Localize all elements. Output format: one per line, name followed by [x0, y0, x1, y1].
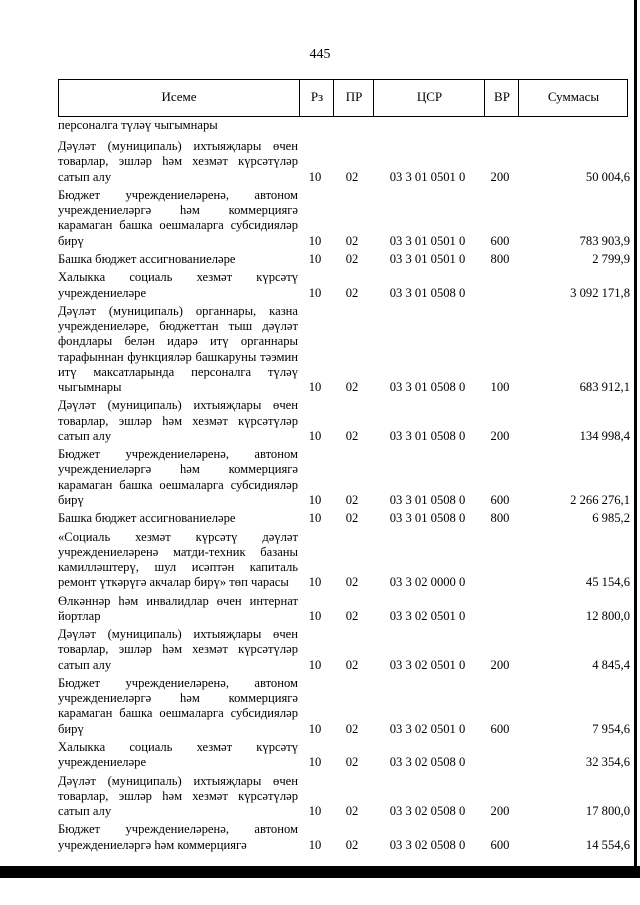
table-row — [58, 822, 630, 852]
cell-csr: 03 3 01 0508 0 — [389, 428, 466, 443]
cell-sum: 2 266 276,1 — [570, 492, 630, 507]
cell-pr: 02 — [345, 803, 359, 818]
header-csr: ЦСР — [373, 80, 485, 116]
cell-sum: 7 954,6 — [592, 721, 630, 736]
cell-vr: 200 — [490, 428, 510, 443]
header-sum: Суммасы — [518, 80, 628, 116]
table-row — [58, 627, 630, 673]
header-vr: ВР — [484, 80, 519, 116]
cell-csr: 03 3 02 0501 0 — [389, 657, 466, 672]
cell-name: Дәүләт (муниципаль) органнары, казна учреждениеләре, бюджеттан тыш дәүләт фондлары белән идарә итү органнары тарафыннан функцияләр башкаруны тәэмин итү максатларында персоналга түләү чыгымнары — [58, 303, 298, 394]
cell-name: Халыкка социаль хезмәт күрсәтү учреждениеләре — [58, 739, 298, 770]
table-row — [58, 304, 630, 395]
cell-name: Бюджет учреждениеләренә, автоном учреждениеләргә һәм коммерциягә — [58, 822, 298, 852]
cell-vr: 600 — [490, 837, 510, 852]
cell-sum: 783 903,9 — [579, 233, 630, 248]
cell-sum: 134 998,4 — [579, 428, 630, 443]
cell-name: Бюджет учреждениеләренә, автоном учреждениеләргә һәм коммерциягә карамаган башка оешмаларга субсидияләр бирү — [58, 447, 298, 507]
cell-vr: 200 — [490, 803, 510, 818]
table-row — [58, 118, 630, 133]
cell-rz: 10 — [308, 837, 322, 852]
cell-rz: 10 — [308, 608, 322, 623]
cell-vr: 800 — [490, 511, 510, 526]
cell-pr: 02 — [345, 837, 359, 852]
cell-rz: 10 — [308, 492, 322, 507]
cell-name: Дәүләт (муниципаль) ихтыяҗлары өчен товарлар, эшләр һәм хезмәт күрсәтүләр сатып алу — [58, 773, 298, 818]
cell-csr: 03 3 02 0000 0 — [389, 575, 466, 590]
table-row — [58, 530, 630, 591]
cell-pr: 02 — [345, 511, 359, 526]
cell-sum: 50 004,6 — [585, 169, 630, 184]
cell-name: Башка бюджет ассигнованиеләре — [58, 252, 236, 266]
cell-name: Бюджет учреждениеләренә, автоном учреждениеләргә һәм коммерциягә карамаган башка оешмаларга субсидияләр бирү — [58, 188, 298, 248]
cell-rz: 10 — [308, 755, 322, 770]
cell-pr: 02 — [345, 492, 359, 507]
table-row — [58, 594, 630, 624]
cell-rz: 10 — [308, 169, 322, 184]
cell-pr: 02 — [345, 575, 359, 590]
cell-rz: 10 — [308, 511, 322, 526]
cell-name: Дәүләт (муниципаль) ихтыяҗлары өчен товарлар, эшләр һәм хезмәт күрсәтүләр сатып алу — [58, 627, 298, 672]
cell-csr: 03 3 01 0508 0 — [389, 380, 466, 394]
cell-pr: 02 — [345, 380, 359, 394]
table-row — [58, 447, 630, 508]
header-rz: Рз — [299, 80, 334, 116]
cell-sum: 683 912,1 — [579, 380, 630, 394]
cell-pr: 02 — [345, 252, 359, 266]
cell-name: Өлкәннәр һәм инвалидлар өчен интернат йортлар — [58, 593, 298, 623]
cell-name: Башка бюджет ассигнованиеләре — [58, 511, 236, 526]
table-row — [58, 740, 630, 770]
cell-csr: 03 3 01 0501 0 — [389, 233, 466, 248]
cell-name: Дәүләт (муниципаль) ихтыяҗлары өчен товарлар, эшләр һәм хезмәт күрсәтүләр сатып алу — [58, 139, 298, 184]
header-name: Исеме — [161, 89, 197, 104]
scan-bottom-bar — [0, 866, 640, 878]
cell-name: персоналга түләү чыгымнары — [58, 118, 218, 132]
cell-sum: 17 800,0 — [585, 803, 630, 818]
cell-sum: 3 092 171,8 — [570, 285, 630, 300]
cell-rz: 10 — [308, 721, 322, 736]
cell-pr: 02 — [345, 657, 359, 672]
cell-vr: 200 — [490, 169, 510, 184]
table-row — [58, 398, 630, 444]
table-row — [58, 188, 630, 249]
cell-sum: 6 985,2 — [592, 511, 630, 526]
table-row — [58, 511, 630, 526]
table-row — [58, 270, 630, 300]
cell-name: Бюджет учреждениеләренә, автоном учреждениеләргә һәм коммерциягә карамаган башка оешмаларга субсидияләр бирү — [58, 675, 298, 736]
scan-edge — [634, 0, 637, 866]
cell-pr: 02 — [345, 755, 359, 770]
cell-pr: 02 — [345, 428, 359, 443]
cell-vr: 600 — [490, 233, 510, 248]
cell-sum: 4 845,4 — [592, 657, 630, 672]
cell-csr: 03 3 01 0508 0 — [389, 285, 466, 300]
cell-csr: 03 3 01 0508 0 — [389, 511, 466, 526]
cell-pr: 02 — [345, 169, 359, 184]
cell-csr: 03 3 02 0501 0 — [389, 608, 466, 623]
cell-vr: 600 — [490, 721, 510, 736]
cell-vr: 200 — [490, 657, 510, 672]
cell-csr: 03 3 02 0508 0 — [389, 755, 466, 770]
cell-csr: 03 3 02 0508 0 — [389, 837, 466, 852]
cell-name: «Социаль хезмәт күрсәтү дәүләт учреждениеләренә матди-техник базаны камилләштерү, шул исәптән капиталь ремонт үткәрүгә акчалар бирү» төп чарасы — [58, 529, 298, 590]
cell-sum: 14 554,6 — [585, 837, 630, 852]
cell-csr: 03 3 01 0501 0 — [389, 169, 466, 184]
table-row — [58, 676, 630, 737]
table-row — [58, 139, 630, 185]
cell-csr: 03 3 01 0508 0 — [389, 492, 466, 507]
cell-vr: 800 — [490, 252, 510, 266]
cell-csr: 03 3 02 0501 0 — [389, 721, 466, 736]
cell-pr: 02 — [345, 721, 359, 736]
cell-rz: 10 — [308, 803, 322, 818]
cell-rz: 10 — [308, 428, 322, 443]
cell-name: Халыкка социаль хезмәт күрсәтү учреждениеләре — [58, 270, 298, 300]
cell-sum: 12 800,0 — [585, 608, 630, 623]
cell-rz: 10 — [308, 657, 322, 672]
cell-sum: 32 354,6 — [585, 755, 630, 770]
cell-csr: 03 3 02 0508 0 — [389, 803, 466, 818]
table-row — [58, 252, 630, 267]
cell-pr: 02 — [345, 285, 359, 300]
cell-rz: 10 — [308, 252, 322, 266]
page-number: 445 — [309, 47, 331, 62]
cell-vr: 100 — [490, 380, 510, 394]
cell-sum: 2 799,9 — [592, 252, 630, 266]
header-pr: ПР — [333, 80, 374, 116]
table-row — [58, 774, 630, 820]
table-header — [58, 79, 628, 117]
cell-vr: 600 — [490, 492, 510, 507]
cell-sum: 45 154,6 — [585, 575, 630, 590]
cell-pr: 02 — [345, 608, 359, 623]
table-body — [58, 118, 630, 856]
cell-pr: 02 — [345, 233, 359, 248]
cell-rz: 10 — [308, 233, 322, 248]
cell-name: Дәүләт (муниципаль) ихтыяҗлары өчен товарлар, эшләр һәм хезмәт күрсәтүләр сатып алу — [58, 398, 298, 443]
cell-rz: 10 — [308, 575, 322, 590]
cell-rz: 10 — [308, 380, 322, 394]
cell-csr: 03 3 01 0501 0 — [389, 252, 466, 266]
cell-rz: 10 — [308, 285, 322, 300]
